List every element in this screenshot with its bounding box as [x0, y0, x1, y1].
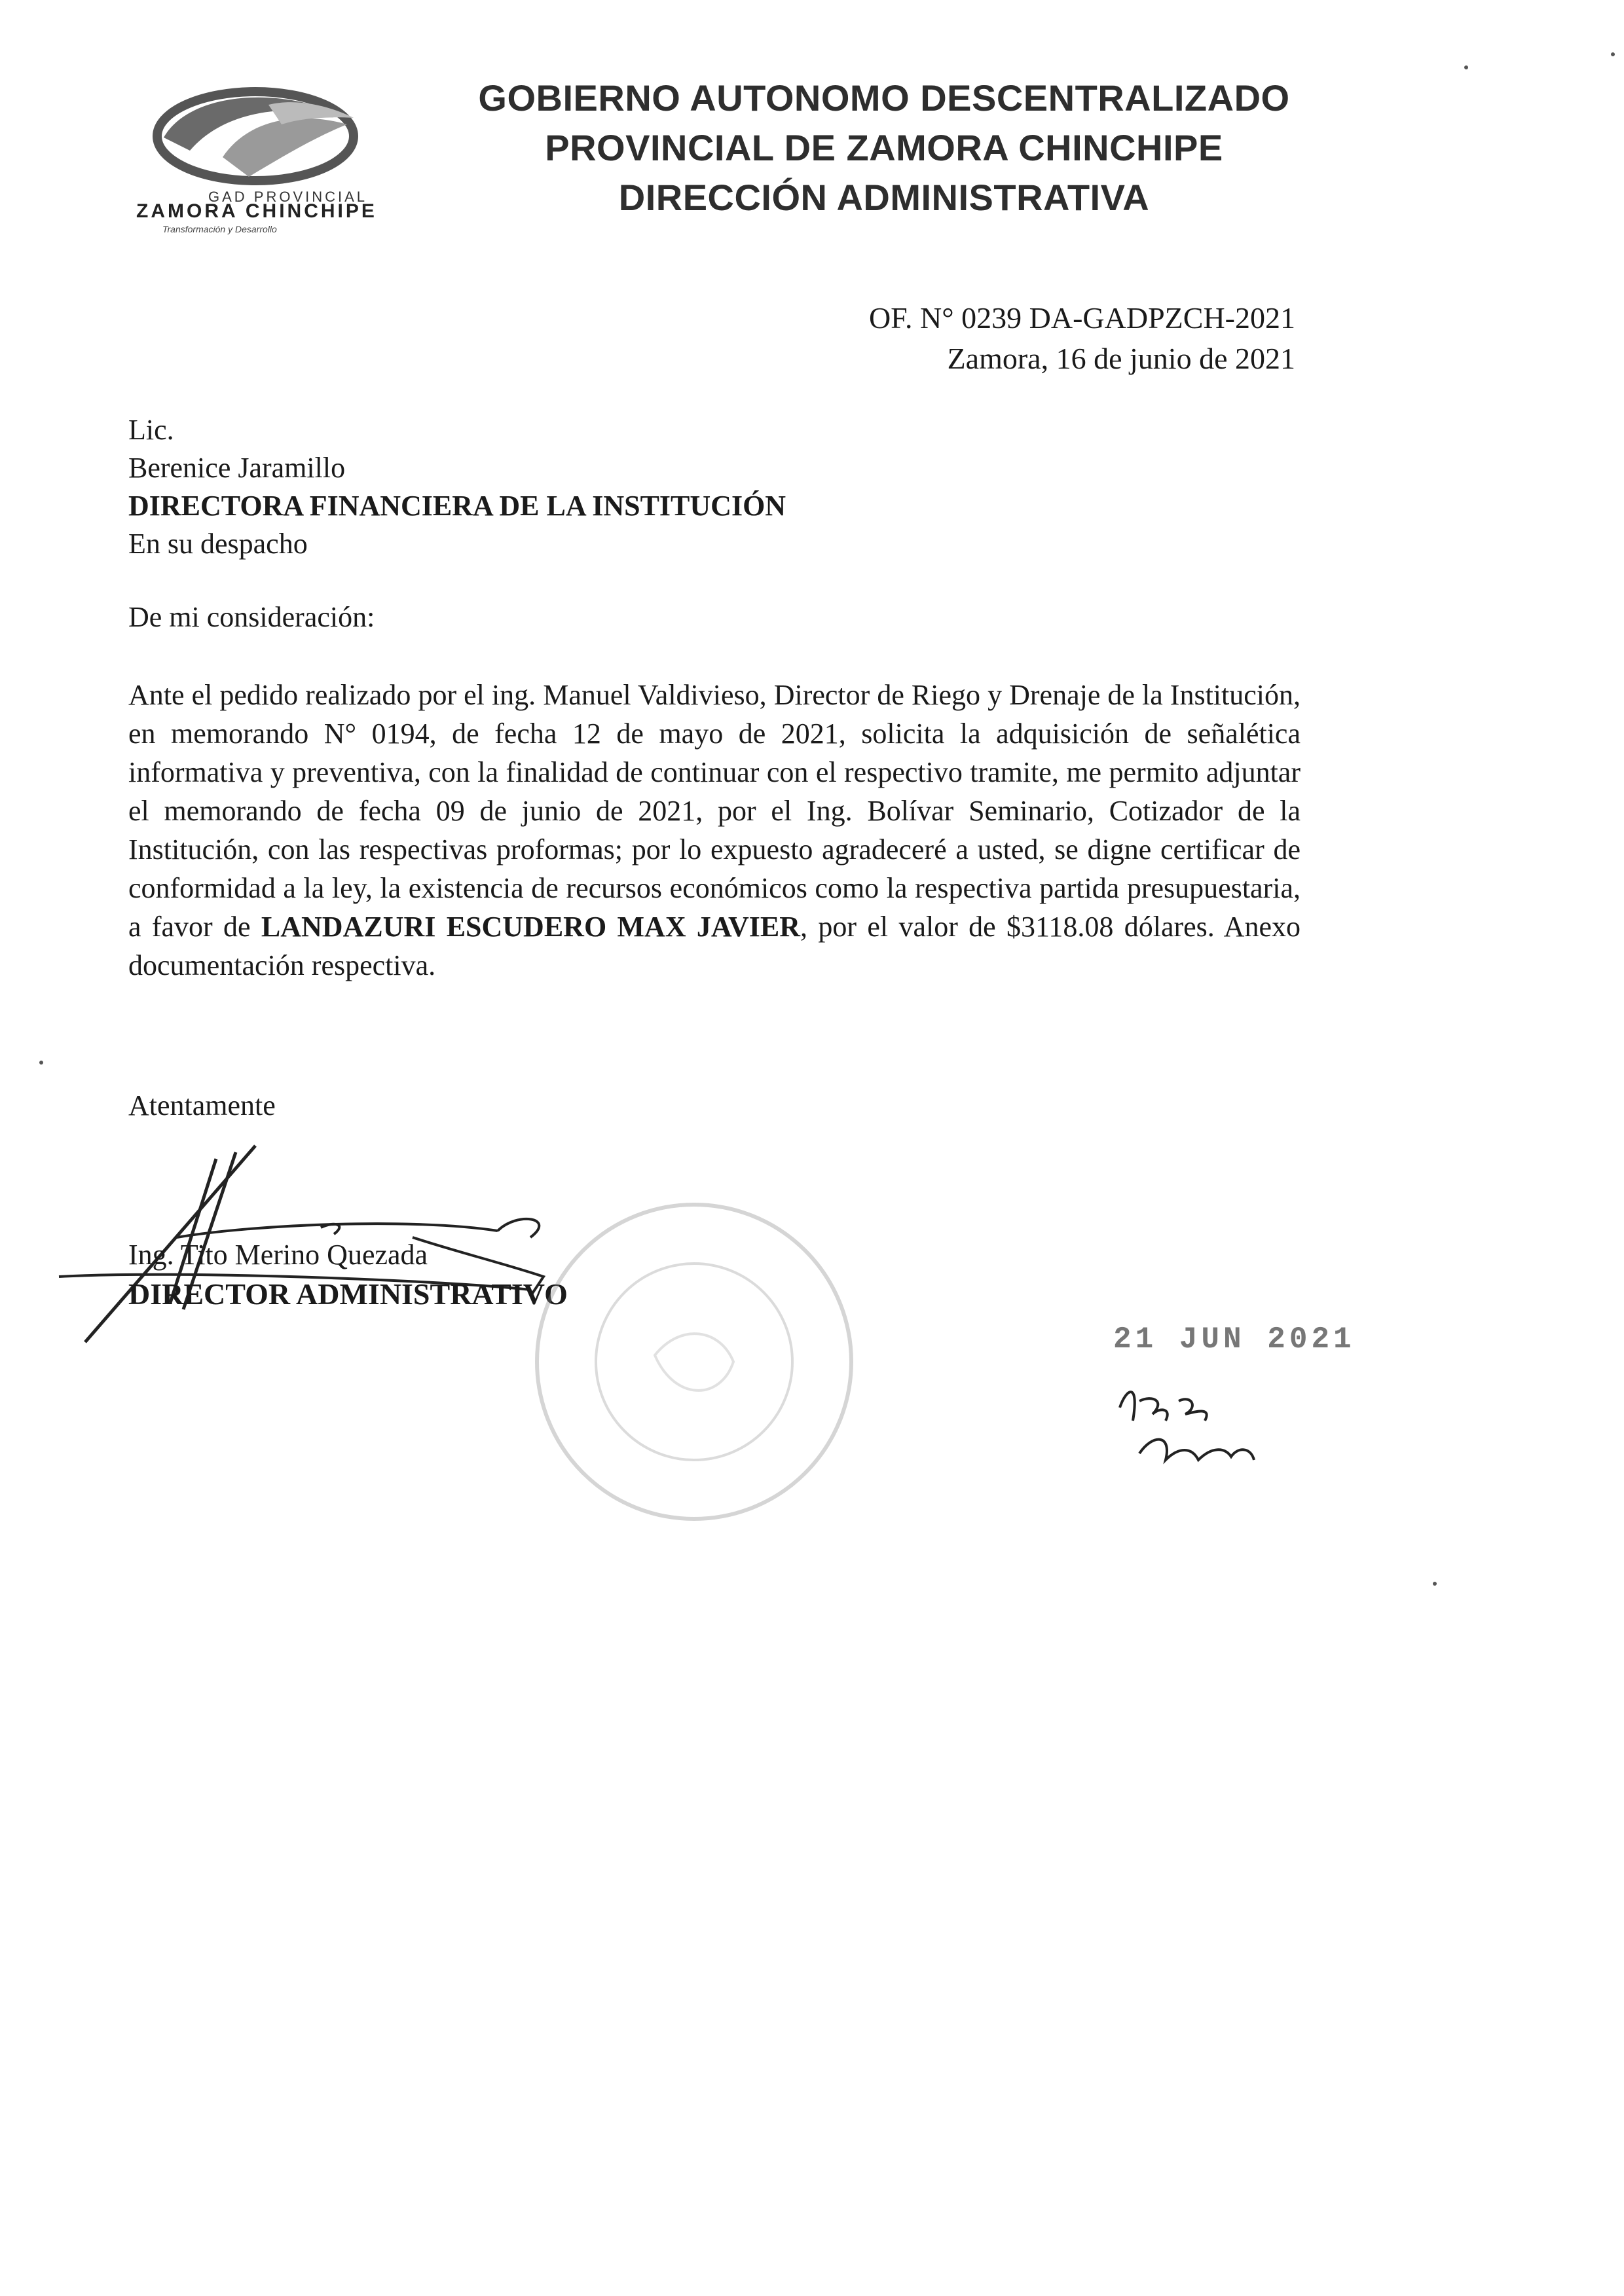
organization-header — [406, 73, 1362, 223]
logo-emblem-icon — [151, 79, 367, 190]
handwritten-received-note — [1113, 1362, 1336, 1499]
addressee-position: DIRECTORA FINANCIERA DE LA INSTITUCIÓN — [128, 490, 786, 522]
header-line-1: GOBIERNO AUTONOMO DESCENTRALIZADO — [478, 77, 1290, 118]
addressee-location: En su despacho — [128, 528, 308, 560]
letter-body — [128, 676, 1301, 985]
official-seal-icon — [524, 1192, 864, 1532]
beneficiary-name: LANDAZURI ESCUDERO MAX JAVIER — [261, 911, 801, 943]
logo-text-gad: GAD PROVINCIAL — [208, 189, 368, 205]
header-line-3: DIRECCIÓN ADMINISTRATIVA — [618, 177, 1150, 218]
addressee-name: Berenice Jaramillo — [128, 452, 346, 484]
body-part-2: , por el valor de $3118.08 dólares. Anexo documentación respectiva. — [128, 911, 1301, 981]
speck — [1433, 1582, 1437, 1586]
addressee-title: Lic. — [128, 414, 174, 446]
signer-position: DIRECTOR ADMINISTRATIVO — [128, 1277, 568, 1311]
speck — [1611, 52, 1615, 56]
logo-text-province: ZAMORA CHINCHIPE — [136, 200, 377, 222]
office-number: OF. N° 0239 DA-GADPZCH-2021 — [868, 301, 1295, 335]
addressee-block — [128, 411, 786, 563]
logo-text-slogan: Transformación y Desarrollo — [162, 224, 277, 234]
header-line-2: PROVINCIAL DE ZAMORA CHINCHIPE — [545, 127, 1223, 168]
place-date: Zamora, 16 de junio de 2021 — [947, 342, 1295, 375]
closing: Atentamente — [128, 1089, 276, 1121]
speck — [39, 1061, 43, 1065]
signer-name: Ing. Tito Merino Quezada — [128, 1239, 428, 1271]
salutation: De mi consideración: — [128, 601, 375, 633]
received-date-stamp: 21 JUN 2021 — [1113, 1322, 1356, 1357]
speck — [1464, 65, 1468, 69]
reference-block — [869, 298, 1295, 379]
gad-logo — [131, 79, 386, 234]
body-part-1: Ante el pedido realizado por el ing. Manuel Valdivieso, Director de Riego y Drenaje de la Institución, en memorando N° 0194, de fecha 12 de mayo de 2021, solicita la adquisición de señalética informativa y preventiva, con la finalidad de continuar con el respectivo tramite, me permito adjuntar el memorando de fecha 09 de junio de 2021, por el Ing. Bolívar Seminario, Cotizador de la Institución, con las respectivas proformas; por lo expuesto agradeceré a usted, se digne certificar de conformidad a la ley, la existencia de recursos económicos como la respectiva partida presupuestaria, a favor de — [128, 679, 1301, 943]
